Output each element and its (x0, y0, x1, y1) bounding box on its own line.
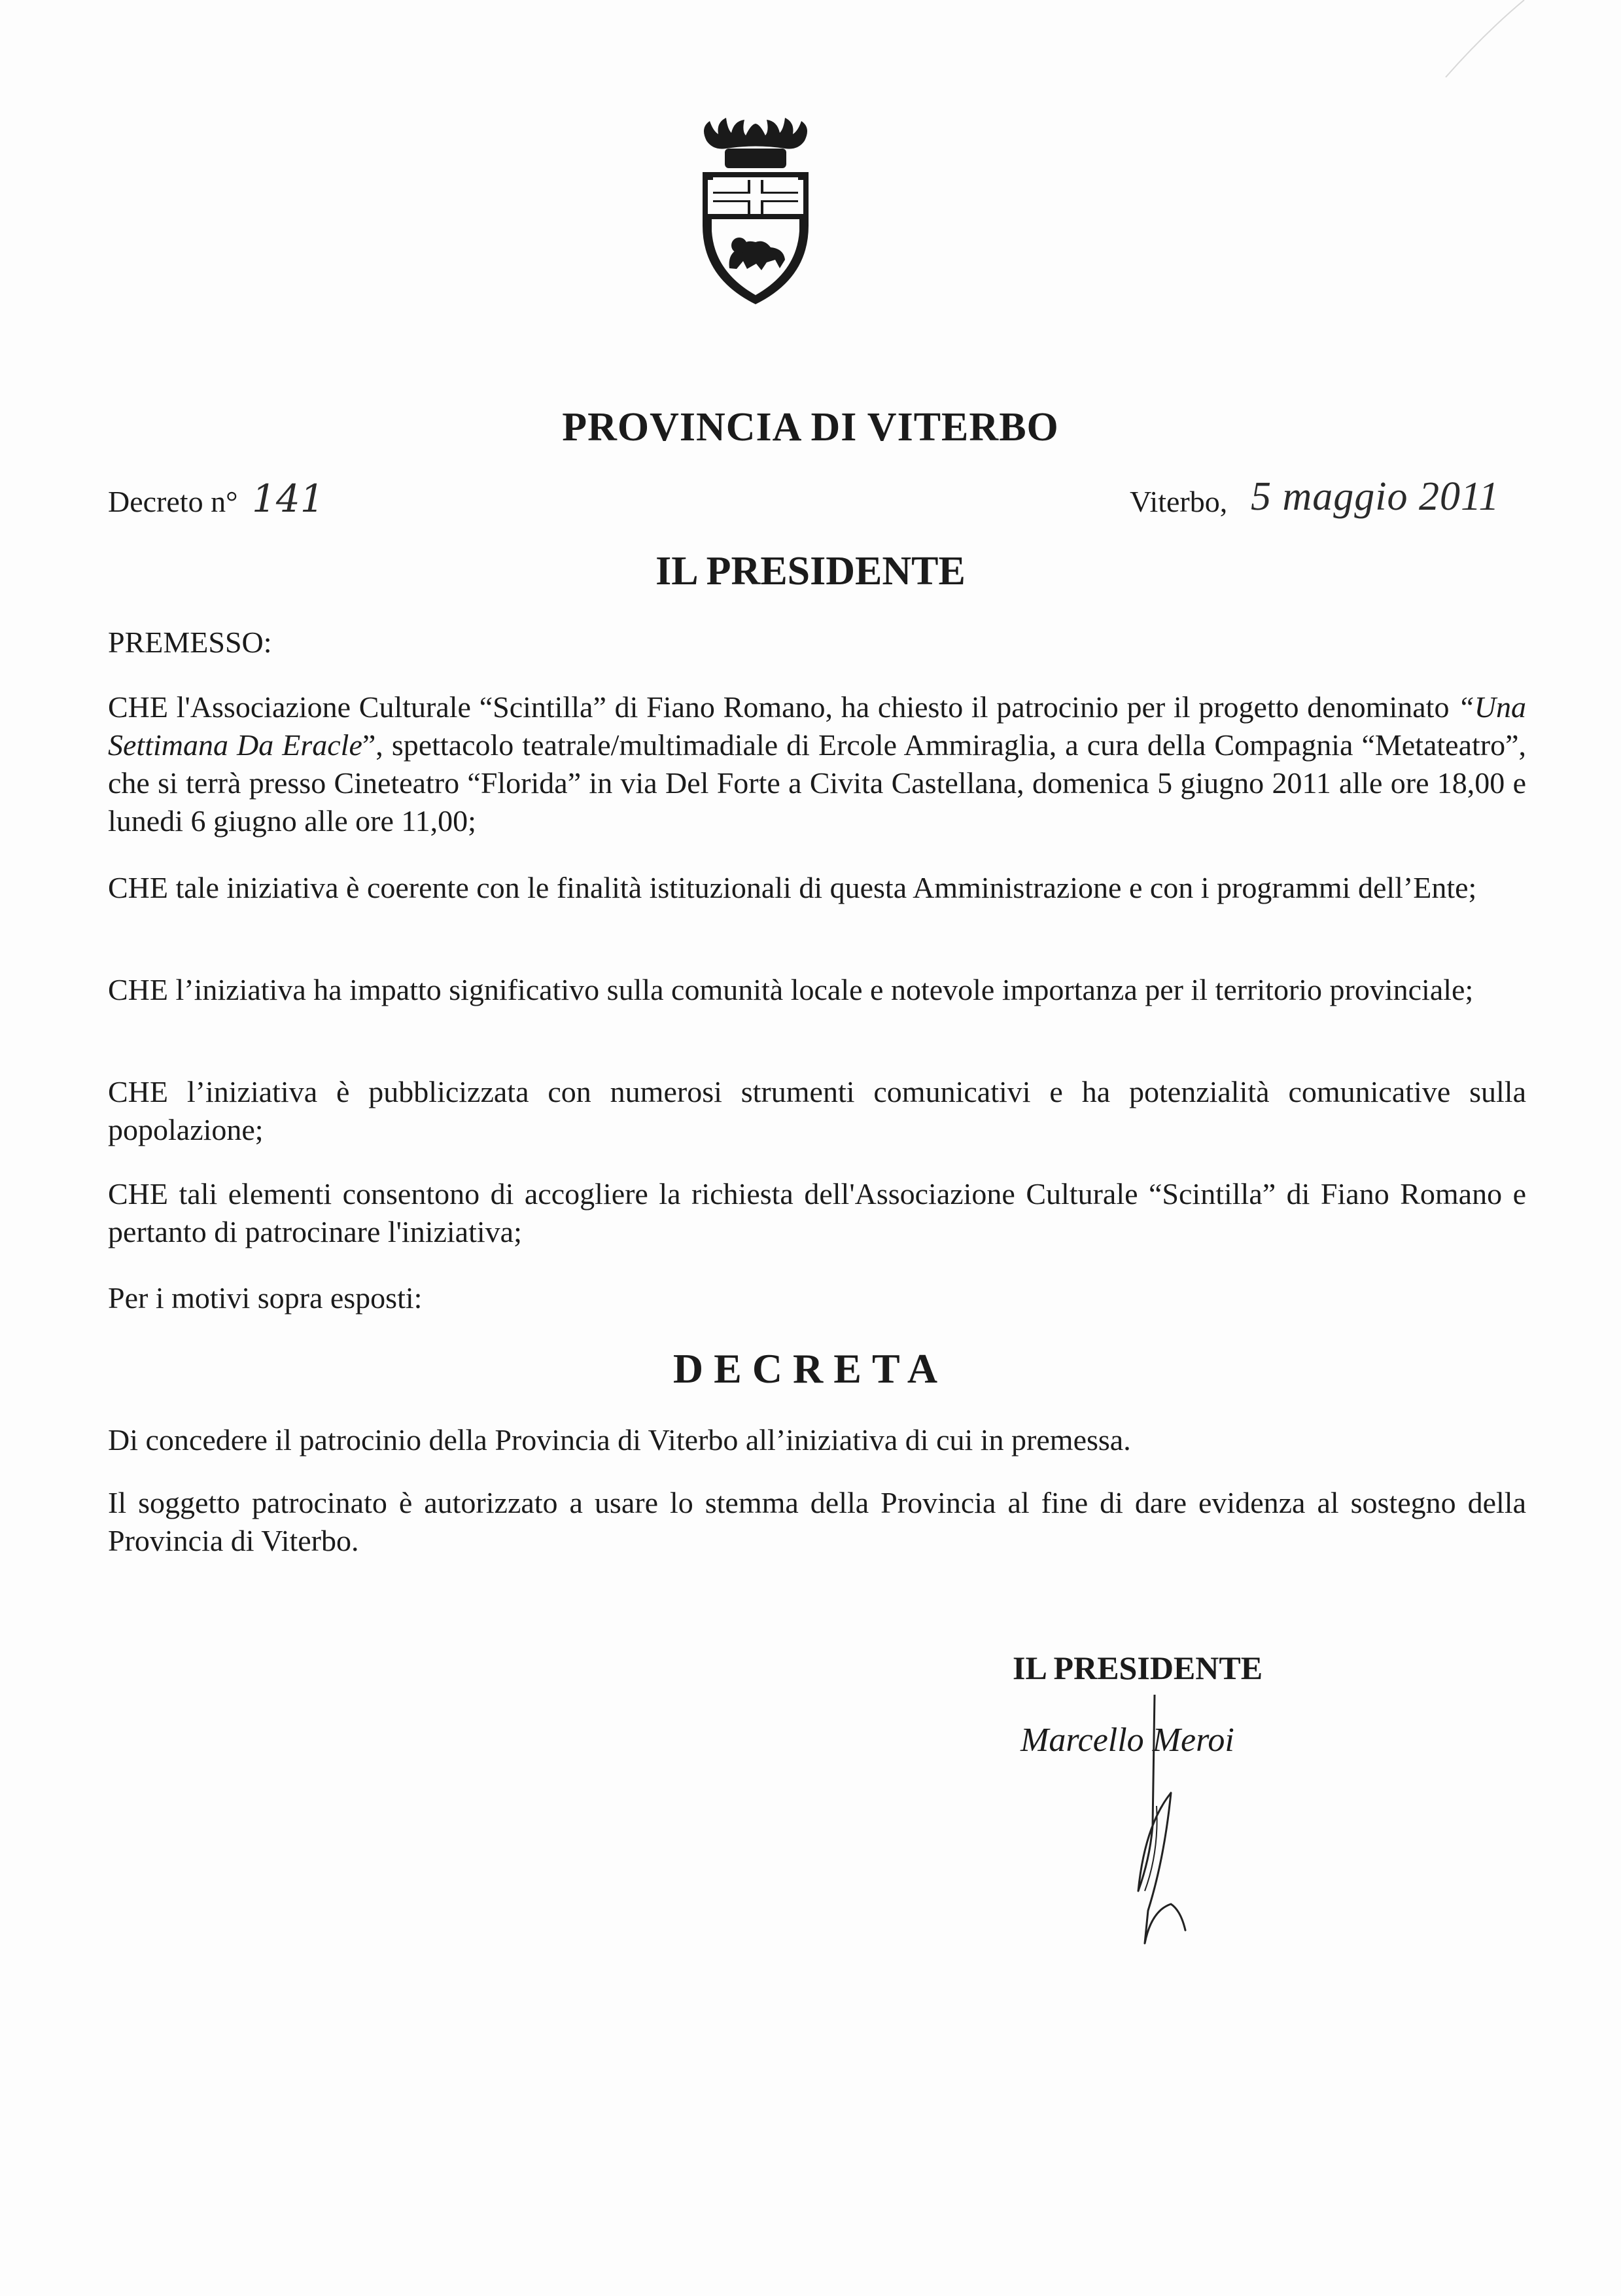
event-title-italic: “Una Settimana Da Eracle (108, 690, 1526, 762)
decree-number-handwritten: 141 (252, 476, 324, 521)
paragraph-che-1 (108, 688, 1526, 840)
paragraph-text: CHE l'Associazione Culturale “Scintilla” di Fiano Romano, ha chiesto il patrocinio per il progetto denominato (108, 690, 1458, 724)
handwritten-signature-icon (1099, 1695, 1230, 1969)
decision-1: Di concedere il patrocinio della Provincia di Viterbo all’iniziativa di cui in premessa. (108, 1423, 1131, 1457)
decree-number-label: Decreto n° (108, 485, 238, 518)
paragraph-che-2: CHE tale iniziativa è coerente con le finalità istituzionali di questa Amministrazione e con i programmi dell’Ente; (108, 871, 1477, 904)
signature-title: IL PRESIDENTE (1013, 1650, 1263, 1686)
decision-2: Il soggetto patrocinato è autorizzato a usare lo stemma della Provincia al fine di dare evidenza al sostegno della Provincia di Viterbo. (108, 1486, 1526, 1557)
premesso-label: PREMESSO: (108, 626, 272, 659)
paragraph-text: ”, spettacolo teatrale/multimadiale di Ercole Ammiraglia, a cura della Compagnia “Metateatro”, che si terrà presso Cineteatro “Florida” in via Del Forte a Civita Castellana, domenica 5 giugno 2011 alle ore 18,00 e lunedi 6 giugno alle ore 11,00; (108, 728, 1527, 838)
province-coat-of-arms-icon (693, 115, 818, 311)
decreta-heading: DECRETA (672, 1345, 949, 1392)
paragraph-che-4: CHE l’iniziativa è pubblicizzata con numerosi strumenti comunicativi e ha potenzialità comunicative sulla popolazione; (108, 1075, 1526, 1146)
signature-name: Marcello Meroi (1020, 1722, 1234, 1759)
place-label: Viterbo, (1130, 485, 1228, 518)
page-title: PROVINCIA DI VITERBO (562, 405, 1059, 450)
heading-il-presidente: IL PRESIDENTE (655, 549, 966, 593)
paragraph-che-5: CHE tali elementi consentono di accogliere la richiesta dell'Associazione Culturale “Scintilla” di Fiano Romano e pertanto di patrocinare l'iniziativa; (108, 1177, 1526, 1248)
paragraph-motivi: Per i motivi sopra esposti: (108, 1281, 423, 1315)
paragraph-che-3: CHE l’iniziativa ha impatto significativo sulla comunità locale e notevole importanza per il territorio provinciale; (108, 973, 1474, 1006)
date-handwritten: 5 maggio 2011 (1251, 474, 1500, 519)
page-corner-fold (1374, 0, 1570, 79)
